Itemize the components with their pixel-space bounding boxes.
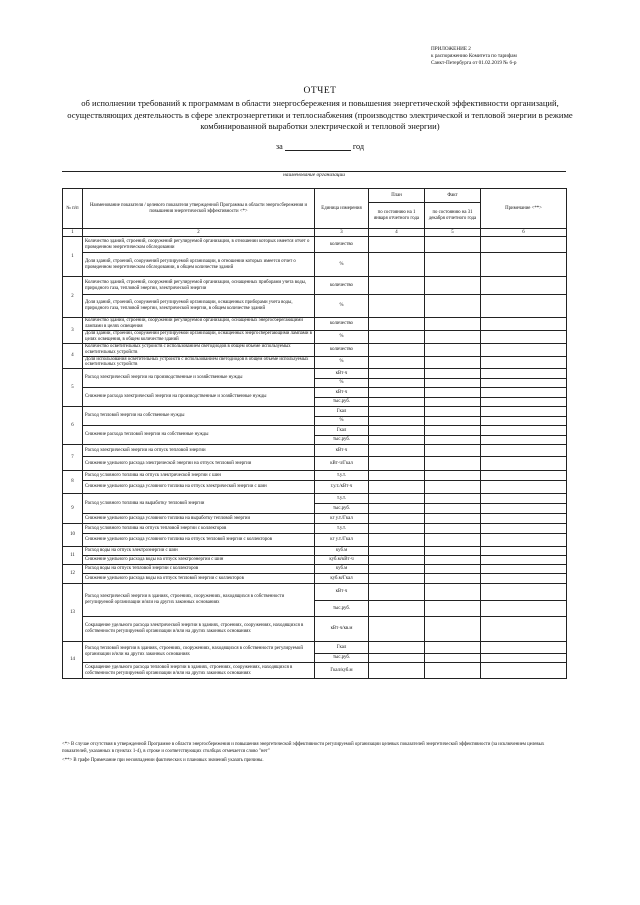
indicator-name: Сокращение удельного расхода электрической энергии в зданиях, строениях, сооружениях, находящихся в собственности регулируемой организации и/или на других законных основаниях	[83, 617, 315, 642]
unit-cell: кВт·ч	[315, 388, 369, 398]
unit-cell: т.у.т.	[315, 471, 369, 481]
unit-cell: количество	[315, 237, 369, 253]
fact-cell[interactable]	[425, 356, 481, 369]
footnote-1: <*> В случае отсутствия в утвержденной Программе в области энергосбережения и повышения энергетической эффективности регулируемой организации целевых показателей энергетической эффективности (за исключением целевых показателей, указанных в пунктах 1-4), в строке и соответствующих столбцах отмечается слово "нет"	[62, 742, 545, 754]
note-cell[interactable]	[481, 471, 567, 481]
unit-cell: тыс.руб.	[315, 398, 369, 407]
indicator-name: Количество зданий, строений, сооружений регулируемой организации, оснащенных приборами учета воды, природного газа, тепловой энергии, электрической энергии	[83, 277, 315, 295]
note-cell[interactable]	[481, 504, 567, 514]
plan-cell[interactable]	[369, 237, 425, 253]
indicator-name: Снижение удельного расхода воды на отпуск электроэнергии с шин	[83, 556, 315, 565]
table-row	[63, 642, 567, 654]
table-row	[63, 534, 567, 547]
note-cell[interactable]	[481, 534, 567, 547]
table-row	[63, 471, 567, 481]
plan-cell[interactable]	[369, 356, 425, 369]
col-number-3: 3	[315, 229, 369, 237]
col-number-1: 1	[63, 229, 83, 237]
table-row	[63, 237, 567, 253]
note-cell[interactable]	[481, 445, 567, 457]
note-cell[interactable]	[481, 654, 567, 663]
unit-cell: кВт·ч	[315, 445, 369, 457]
header-note: Примечание <**>	[481, 189, 567, 229]
unit-cell: кг у.т./Гкал	[315, 534, 369, 547]
table-row	[63, 556, 567, 565]
table-row	[63, 481, 567, 494]
report-table	[62, 188, 567, 679]
period-prefix: за	[275, 142, 283, 151]
plan-cell[interactable]	[369, 654, 425, 663]
note-cell[interactable]	[481, 547, 567, 556]
row-number: 1	[63, 237, 83, 277]
unit-cell: куб.м/кВт·ч	[315, 556, 369, 565]
indicator-name: Снижение удельного расхода электрической энергии на отпуск тепловой энергии	[83, 457, 315, 471]
indicator-name: Расход электрической энергии на производственные и хозяйственные нужды	[83, 369, 315, 388]
note-cell[interactable]	[481, 481, 567, 494]
note-cell[interactable]	[481, 663, 567, 679]
header-unit: Единица измерения	[315, 189, 369, 229]
unit-cell: Гкал	[315, 642, 369, 654]
indicator-name: Количество зданий, строений, сооружений регулируемой организации, в отношении которых имеется отчет о проведенном энергетическом обследовании	[83, 237, 315, 253]
unit-cell: куб.м	[315, 565, 369, 574]
note-cell[interactable]	[481, 436, 567, 445]
header-fact-sub: по состоянию на 31 декабря отчетного года	[425, 203, 481, 229]
indicator-name: Снижение удельного расхода условного топлива на отпуск электрической энергии с шин	[83, 481, 315, 494]
unit-cell: куб.м	[315, 547, 369, 556]
plan-cell[interactable]	[369, 504, 425, 514]
unit-cell: %	[315, 417, 369, 426]
unit-cell: Гкал/куб.м	[315, 663, 369, 679]
report-title: ОТЧЕТ	[303, 86, 337, 96]
note-cell[interactable]	[481, 388, 567, 398]
table-row	[63, 344, 567, 357]
indicator-name: Расход тепловой энергии в зданиях, строениях, сооружениях, находящихся в собственности регулируемой организации и/или на других законных основаниях	[83, 642, 315, 663]
fact-cell[interactable]	[425, 388, 481, 398]
fact-cell[interactable]	[425, 601, 481, 617]
note-cell[interactable]	[481, 398, 567, 407]
col-number-6: 6	[481, 229, 567, 237]
fact-cell[interactable]	[425, 398, 481, 407]
indicator-name: Расход условного топлива на отпуск тепловой энергии с коллекторов	[83, 524, 315, 534]
appendix-line-3: Санкт-Петербурга от 01.02.2019 № 6-р	[431, 60, 517, 66]
row-number: 2	[63, 277, 83, 318]
plan-cell[interactable]	[369, 379, 425, 388]
table-row	[63, 457, 567, 471]
fact-cell[interactable]	[425, 369, 481, 379]
plan-cell[interactable]	[369, 398, 425, 407]
unit-cell: %	[315, 253, 369, 277]
indicator-name: Количество зданий, строений, сооружений регулируемой организации, оснащенных энергосберегающими лампами в целях освещения	[83, 318, 315, 331]
fact-cell[interactable]	[425, 436, 481, 445]
table-row	[63, 388, 567, 398]
table-row	[63, 565, 567, 574]
fact-cell[interactable]	[425, 417, 481, 426]
note-cell[interactable]	[481, 369, 567, 379]
table-row	[63, 369, 567, 379]
fact-cell[interactable]	[425, 344, 481, 357]
fact-cell[interactable]	[425, 514, 481, 524]
fact-cell[interactable]	[425, 295, 481, 318]
plan-cell[interactable]	[369, 574, 425, 584]
table-row	[63, 253, 567, 277]
table-row	[63, 584, 567, 601]
plan-cell[interactable]	[369, 494, 425, 504]
table-row	[63, 426, 567, 436]
indicator-name: Доля зданий, строений, сооружений регулируемой организации, оснащенных приборами учета воды, природного газа, тепловой энергии, электрической энергии, в общем количестве зданий	[83, 295, 315, 318]
indicator-name: Доля зданий, строений, сооружений регулируемой организации, в отношении которых имеется отчет о проведенном энергетическом обследовании, в общем количестве зданий	[83, 253, 315, 277]
table-row	[63, 407, 567, 417]
plan-cell[interactable]	[369, 445, 425, 457]
organization-caption: наименование организации	[283, 172, 345, 178]
footnotes	[62, 742, 566, 768]
note-cell[interactable]	[481, 407, 567, 417]
fact-cell[interactable]	[425, 504, 481, 514]
plan-cell[interactable]	[369, 556, 425, 565]
plan-cell[interactable]	[369, 344, 425, 357]
fact-cell[interactable]	[425, 277, 481, 295]
row-number: 9	[63, 494, 83, 524]
note-cell[interactable]	[481, 344, 567, 357]
note-cell[interactable]	[481, 237, 567, 253]
indicator-name: Снижение удельного расхода условного топлива на выработку тепловой энергии	[83, 514, 315, 524]
row-number: 10	[63, 524, 83, 547]
indicator-name: Снижение удельного расхода воды на отпуск тепловой энергии с коллекторов	[83, 574, 315, 584]
fact-cell[interactable]	[425, 654, 481, 663]
note-cell[interactable]	[481, 601, 567, 617]
fact-cell[interactable]	[425, 457, 481, 471]
note-cell[interactable]	[481, 457, 567, 471]
fact-cell[interactable]	[425, 407, 481, 417]
table-row	[63, 574, 567, 584]
note-cell[interactable]	[481, 574, 567, 584]
note-cell[interactable]	[481, 565, 567, 574]
header-num: № п/п	[63, 189, 83, 229]
header-plan: План	[369, 189, 425, 203]
note-cell[interactable]	[481, 417, 567, 426]
period-year-blank[interactable]	[285, 142, 351, 151]
row-number: 4	[63, 344, 83, 369]
note-cell[interactable]	[481, 253, 567, 277]
header-plan-sub: по состоянию на 1 января отчетного года	[369, 203, 425, 229]
header-fact: Факт	[425, 189, 481, 203]
unit-cell: %	[315, 331, 369, 344]
appendix-line-2: к распоряжению Комитета по тарифам	[431, 53, 517, 59]
plan-cell[interactable]	[369, 436, 425, 445]
note-cell[interactable]	[481, 318, 567, 331]
indicator-name: Расход электрической энергии на отпуск тепловой энергии	[83, 445, 315, 457]
plan-cell[interactable]	[369, 318, 425, 331]
table-row	[63, 277, 567, 295]
plan-cell[interactable]	[369, 417, 425, 426]
note-cell[interactable]	[481, 617, 567, 642]
note-cell[interactable]	[481, 642, 567, 654]
unit-cell: кВт·ч	[315, 584, 369, 601]
plan-cell[interactable]	[369, 277, 425, 295]
note-cell[interactable]	[481, 514, 567, 524]
unit-cell: т.у.т.	[315, 524, 369, 534]
unit-cell: кВт·ч/Гкал	[315, 457, 369, 471]
fact-cell[interactable]	[425, 445, 481, 457]
report-period	[0, 142, 640, 151]
indicator-name: Снижение расхода тепловой энергии на собственные нужды	[83, 426, 315, 445]
report-table-body	[63, 237, 567, 679]
indicator-name: Расход электрической энергии в зданиях, строениях, сооружениях, находящихся в собственности регулируемой организации и/или на других законных основаниях	[83, 584, 315, 617]
fact-cell[interactable]	[425, 617, 481, 642]
note-cell[interactable]	[481, 295, 567, 318]
header-name: Наименование показателя / целевого показателя утвержденной Программы в области энергосбережения и повышения энергетической эффективности <*>	[83, 189, 315, 229]
table-row	[63, 514, 567, 524]
appendix-line-1: ПРИЛОЖЕНИЕ 2	[431, 46, 471, 52]
plan-cell[interactable]	[369, 369, 425, 379]
fact-cell[interactable]	[425, 574, 481, 584]
fact-cell[interactable]	[425, 253, 481, 277]
appendix-block	[431, 46, 621, 67]
row-number: 11	[63, 547, 83, 565]
plan-cell[interactable]	[369, 617, 425, 642]
indicator-name: Расход тепловой энергии на собственные нужды	[83, 407, 315, 426]
plan-cell[interactable]	[369, 295, 425, 318]
unit-cell: г.у.т./кВт·ч	[315, 481, 369, 494]
unit-cell: количество	[315, 344, 369, 357]
unit-cell: кг у.т./Гкал	[315, 514, 369, 524]
unit-cell: Гкал	[315, 407, 369, 417]
footnote-2: <**> В графе Примечание при несовпадении фактических и плановых значений указать причины.	[62, 758, 264, 764]
note-cell[interactable]	[481, 556, 567, 565]
plan-cell[interactable]	[369, 514, 425, 524]
fact-cell[interactable]	[425, 663, 481, 679]
plan-cell[interactable]	[369, 457, 425, 471]
table-row	[63, 331, 567, 344]
row-number: 5	[63, 369, 83, 407]
row-number: 13	[63, 584, 83, 642]
table-row	[63, 524, 567, 534]
fact-cell[interactable]	[425, 642, 481, 654]
row-number: 3	[63, 318, 83, 344]
plan-cell[interactable]	[369, 331, 425, 344]
fact-cell[interactable]	[425, 556, 481, 565]
fact-cell[interactable]	[425, 318, 481, 331]
fact-cell[interactable]	[425, 379, 481, 388]
unit-cell: количество	[315, 277, 369, 295]
table-row	[63, 617, 567, 642]
row-number: 7	[63, 445, 83, 471]
indicator-name: Доля использования осветительных устройств с использованием светодиодов в общем объеме используемых осветительных устройств	[83, 356, 315, 369]
indicator-name: Количество осветительных устройств с использованием светодиодов в общем объеме используемых осветительных устройств	[83, 344, 315, 357]
table-row	[63, 295, 567, 318]
plan-cell[interactable]	[369, 565, 425, 574]
indicator-name: Расход воды на отпуск электроэнергии с шин	[83, 547, 315, 556]
unit-cell: тыс.руб.	[315, 601, 369, 617]
plan-cell[interactable]	[369, 524, 425, 534]
plan-cell[interactable]	[369, 426, 425, 436]
plan-cell[interactable]	[369, 584, 425, 601]
fact-cell[interactable]	[425, 534, 481, 547]
indicator-name: Доля зданий, строений, сооружений регулируемой организации, оснащенных энергосберегающими лампами в целях освещения, в общем количестве зданий	[83, 331, 315, 344]
row-number: 8	[63, 471, 83, 494]
table-row	[63, 318, 567, 331]
table-row	[63, 547, 567, 556]
unit-cell: Гкал	[315, 426, 369, 436]
fact-cell[interactable]	[425, 331, 481, 344]
indicator-name: Снижение удельного расхода условного топлива на отпуск тепловой энергии с коллекторов	[83, 534, 315, 547]
fact-cell[interactable]	[425, 481, 481, 494]
period-suffix: год	[352, 142, 365, 151]
row-number: 14	[63, 642, 83, 679]
plan-cell[interactable]	[369, 547, 425, 556]
unit-cell: т.у.т.	[315, 494, 369, 504]
plan-cell[interactable]	[369, 407, 425, 417]
plan-cell[interactable]	[369, 253, 425, 277]
col-number-2: 2	[83, 229, 315, 237]
note-cell[interactable]	[481, 494, 567, 504]
note-cell[interactable]	[481, 584, 567, 601]
plan-cell[interactable]	[369, 534, 425, 547]
fact-cell[interactable]	[425, 237, 481, 253]
plan-cell[interactable]	[369, 601, 425, 617]
unit-cell: кВт·ч	[315, 369, 369, 379]
unit-cell: тыс.руб.	[315, 654, 369, 663]
col-number-5: 5	[425, 229, 481, 237]
unit-cell: тыс.руб.	[315, 436, 369, 445]
fact-cell[interactable]	[425, 494, 481, 504]
note-cell[interactable]	[481, 277, 567, 295]
unit-cell: %	[315, 379, 369, 388]
row-number: 12	[63, 565, 83, 584]
note-cell[interactable]	[481, 356, 567, 369]
table-row	[63, 356, 567, 369]
indicator-name: Расход воды на отпуск тепловой энергии с коллекторов	[83, 565, 315, 574]
note-cell[interactable]	[481, 426, 567, 436]
unit-cell: куб.м/Гкал	[315, 574, 369, 584]
fact-cell[interactable]	[425, 547, 481, 556]
indicator-name: Расход условного топлива на отпуск электрической энергии с шин	[83, 471, 315, 481]
fact-cell[interactable]	[425, 524, 481, 534]
fact-cell[interactable]	[425, 426, 481, 436]
indicator-name: Расход условного топлива на выработку тепловой энергии	[83, 494, 315, 514]
fact-cell[interactable]	[425, 471, 481, 481]
plan-cell[interactable]	[369, 663, 425, 679]
note-cell[interactable]	[481, 524, 567, 534]
unit-cell: %	[315, 295, 369, 318]
indicator-name: Сокращение удельного расхода тепловой энергии в зданиях, строениях, сооружениях, находящихся в собственности регулируемой организации и/или на других законных основаниях	[83, 663, 315, 679]
note-cell[interactable]	[481, 331, 567, 344]
table-row	[63, 445, 567, 457]
plan-cell[interactable]	[369, 388, 425, 398]
table-row	[63, 494, 567, 504]
row-number: 6	[63, 407, 83, 445]
report-subtitle: об исполнении требований к программам в области энергосбережения и повышения энергетической эффективности организаций, осуществляющих деятельность в сфере электроэнергетики и теплоснабжения (производство электрической и тепловой энергии в режиме комбинированной выработки электрической и тепловой энергии)	[67, 98, 573, 132]
unit-cell: тыс.руб.	[315, 504, 369, 514]
unit-cell: %	[315, 356, 369, 369]
plan-cell[interactable]	[369, 471, 425, 481]
table-row	[63, 663, 567, 679]
fact-cell[interactable]	[425, 584, 481, 601]
fact-cell[interactable]	[425, 565, 481, 574]
note-cell[interactable]	[481, 379, 567, 388]
plan-cell[interactable]	[369, 481, 425, 494]
col-number-4: 4	[369, 229, 425, 237]
unit-cell: кВт·ч/кв.м	[315, 617, 369, 642]
indicator-name: Снижение расхода электрической энергии на производственные и хозяйственные нужды	[83, 388, 315, 407]
unit-cell: количество	[315, 318, 369, 331]
plan-cell[interactable]	[369, 642, 425, 654]
